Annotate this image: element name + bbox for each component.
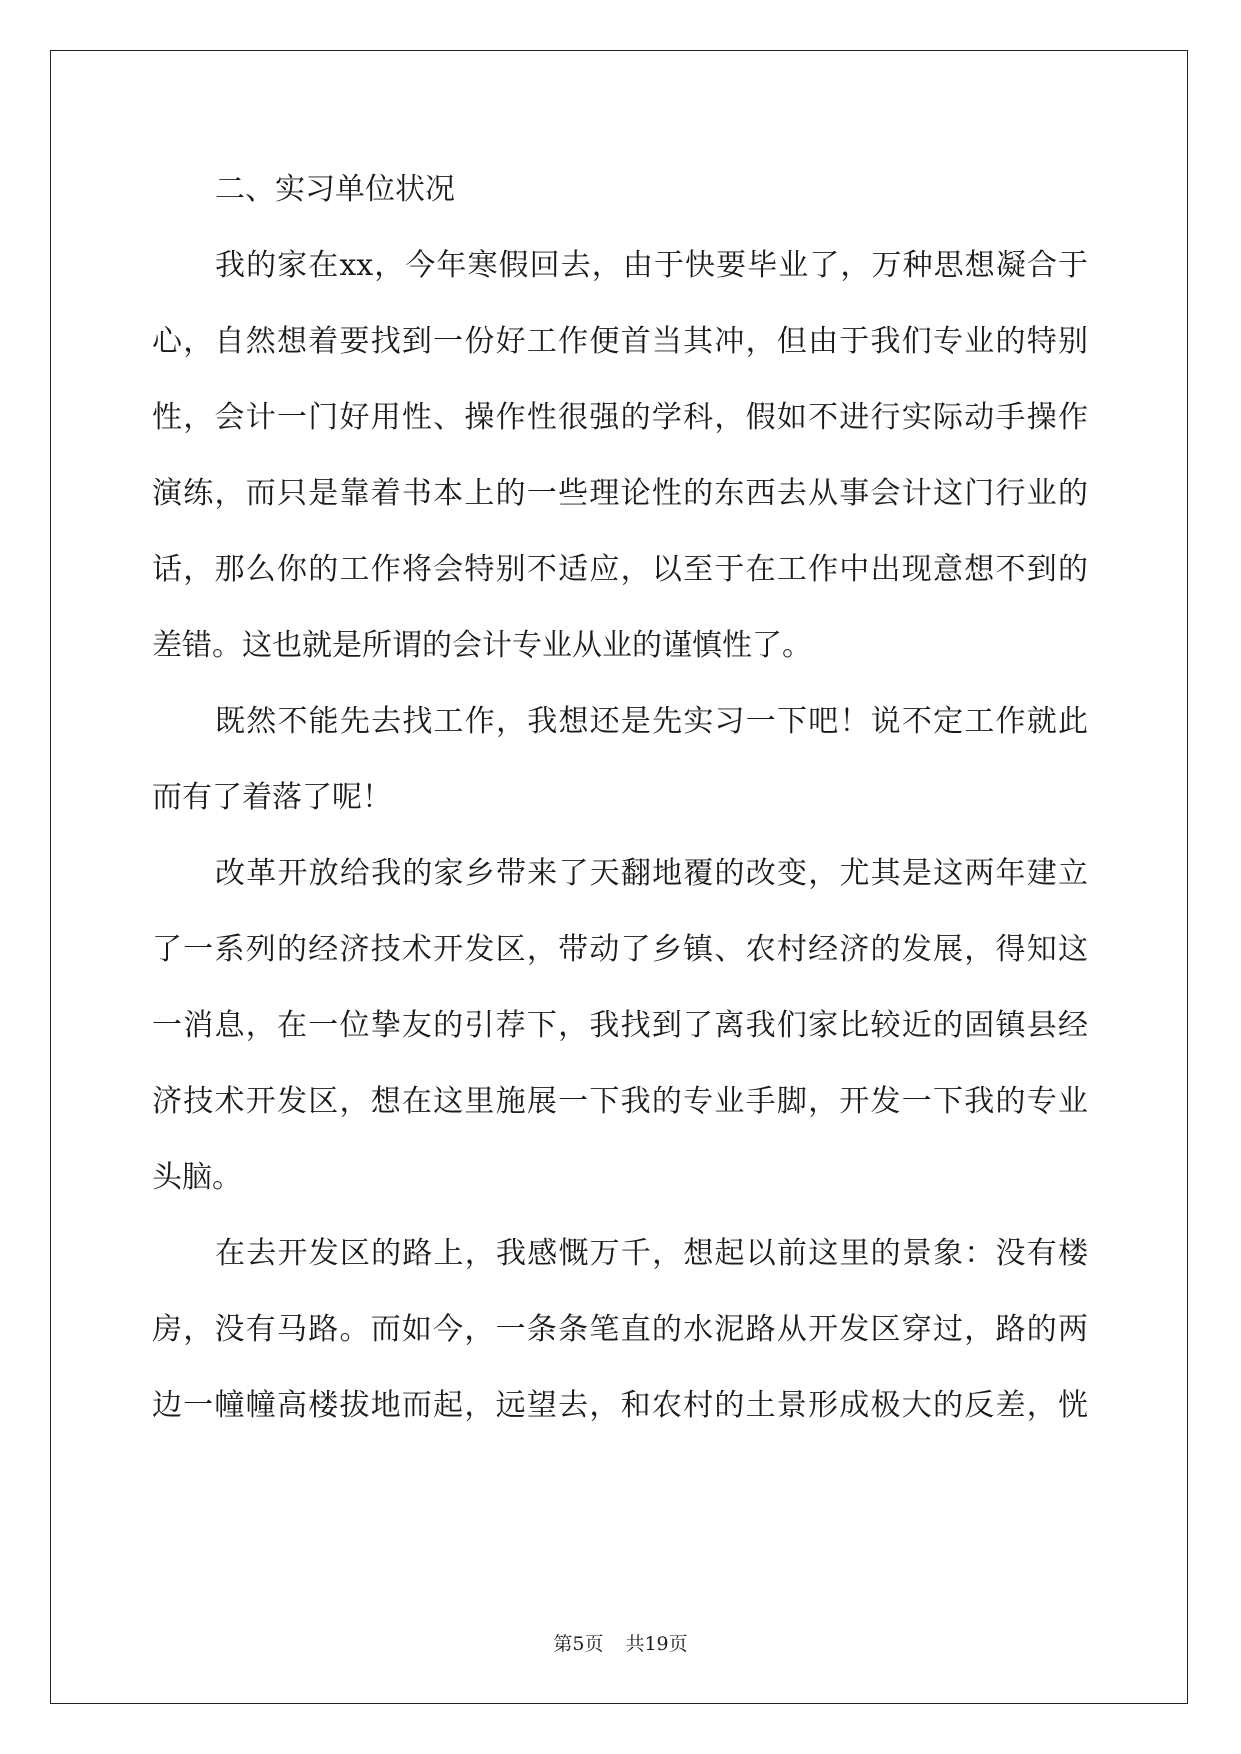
paragraph-line: 心，自然想着要找到一份好工作便首当其冲，但由于我们专业的特别 xyxy=(152,324,1088,359)
paragraph-line: 差错。这也就是所谓的会计专业从业的谨慎性了。 xyxy=(152,628,812,663)
paragraph-line: 改革开放给我的家乡带来了天翻地覆的改变，尤其是这两年建立 xyxy=(215,856,1088,891)
paragraph-line: 济技术开发区，想在这里施展一下我的专业手脚，开发一下我的专业 xyxy=(152,1084,1088,1119)
section-heading: 二、实习单位状况 xyxy=(215,172,455,207)
paragraph-line: 既然不能先去找工作，我想还是先实习一下吧！说不定工作就此 xyxy=(215,704,1088,739)
paragraph-line: 在去开发区的路上，我感慨万千，想起以前这里的景象：没有楼 xyxy=(215,1236,1088,1271)
paragraph-line: 房，没有马路。而如今，一条条笔直的水泥路从开发区穿过，路的两 xyxy=(152,1312,1088,1347)
paragraph-line: 头脑。 xyxy=(152,1160,242,1195)
paragraph-line: 而有了着落了呢！ xyxy=(152,780,392,815)
paragraph-line: 一消息，在一位挚友的引荐下，我找到了离我们家比较近的固镇县经 xyxy=(152,1008,1088,1043)
page-total: 共19页 xyxy=(625,1633,688,1655)
paragraph-line: 边一幢幢高楼拔地而起，远望去，和农村的土景形成极大的反差，恍 xyxy=(152,1388,1088,1423)
page-number: 第5页 xyxy=(553,1633,604,1655)
paragraph-line: 性，会计一门好用性、操作性很强的学科，假如不进行实际动手操作 xyxy=(152,400,1088,435)
paragraph-line: 了一系列的经济技术开发区，带动了乡镇、农村经济的发展，得知这 xyxy=(152,932,1088,967)
page-footer xyxy=(0,1632,1241,1656)
paragraph-line: 话，那么你的工作将会特别不适应，以至于在工作中出现意想不到的 xyxy=(152,552,1088,587)
paragraph-line: 演练，而只是靠着书本上的一些理论性的东西去从事会计这门行业的 xyxy=(152,476,1088,511)
paragraph-line: 我的家在xx，今年寒假回去，由于快要毕业了，万种思想凝合于 xyxy=(215,248,1088,283)
